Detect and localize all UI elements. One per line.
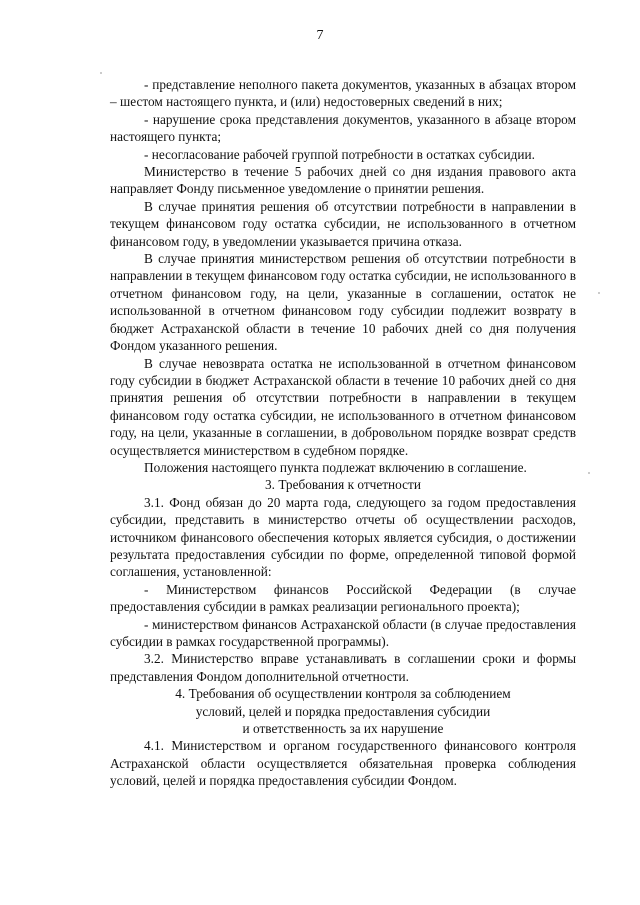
paragraph: - Министерством финансов Российской Федерации (в случае предоставления субсидии в рамках реализации регионального проекта); (110, 581, 576, 615)
paragraph: Министерство в течение 5 рабочих дней со дня издания правового акта направляет Фонду письменное уведомление о принятии решения. (110, 164, 576, 197)
paragraph: В случае принятия решения об отсутствии потребности в направлении в текущем финансовом году остатка субсидии, не использованного в отчетном финансовом году, в уведомлении указывается причина отказа. (110, 198, 576, 249)
paragraph: - нарушение срока представления документов, указанного в абзаце втором настоящего пункта; (110, 111, 576, 145)
scan-speck (100, 72, 102, 74)
paragraph: - представление неполного пакета документов, указанных в абзацах втором – шестом настоящего пункта, и (или) недостоверных сведений в них; (110, 77, 576, 110)
paragraph: - министерством финансов Астраханской области (в случае предоставления субсидии в рамках государственной программы). (110, 616, 576, 649)
document-body (110, 76, 576, 790)
paragraph: 3.1. Фонд обязан до 20 марта года, следующего за годом предоставления субсидии, представить в министерство отчеты об осуществлении расходов, источником финансового обеспечения которых является субсидия, о достижении результата предоставления субсидии по форме, определенной типовой формой соглашения, установленной: (110, 494, 576, 580)
scan-speck (588, 472, 590, 474)
paragraph: 4.1. Министерством и органом государственного финансового контроля Астраханской области осуществляется обязательная проверка соблюдения условий, целей и порядка предоставления субсидии Фондом. (110, 738, 576, 789)
paragraph: 3.2. Министерство вправе устанавливать в соглашении сроки и формы представления Фондом дополнительной отчетности. (110, 651, 576, 684)
paragraph: В случае невозврата остатка не использованной в отчетном финансовом году субсидии в бюджет Астраханской области в течение 10 рабочих дней со дня принятия решения об отсутствии потребности в направлении в текущем финансовом году остатка субсидии, не использованного в отчетном финансовом году, на цели, указанные в соглашении, в добровольном порядке возврат средств осуществляется министерством в судебном порядке. (110, 355, 576, 458)
paragraph: - несогласование рабочей группой потребности в остатках субсидии. (144, 146, 535, 162)
section-4-heading-line: 4. Требования об осуществлении контроля за соблюдением (175, 686, 511, 702)
page-number: 7 (316, 28, 324, 43)
section-4-heading (110, 685, 576, 737)
section-4-heading-line: и ответственность за их нарушение (242, 721, 444, 737)
scan-speck (598, 292, 600, 294)
section-3-heading: 3. Требования к отчетности (265, 477, 421, 493)
paragraph: Положения настоящего пункта подлежат включению в соглашение. (144, 459, 527, 475)
section-4-heading-line: условий, целей и порядка предоставления субсидии (195, 703, 491, 719)
paragraph: В случае принятия министерством решения об отсутствии потребности в направлении в текущем финансовом году остатка субсидии, не использованного в отчетном финансовом году, на цели, указанные в соглашении, остаток не использованной в отчетном финансовом году субсидии подлежит возврату в бюджет Астраханской области в течение 10 рабочих дней со дня получения Фондом указанного решения. (110, 251, 576, 354)
